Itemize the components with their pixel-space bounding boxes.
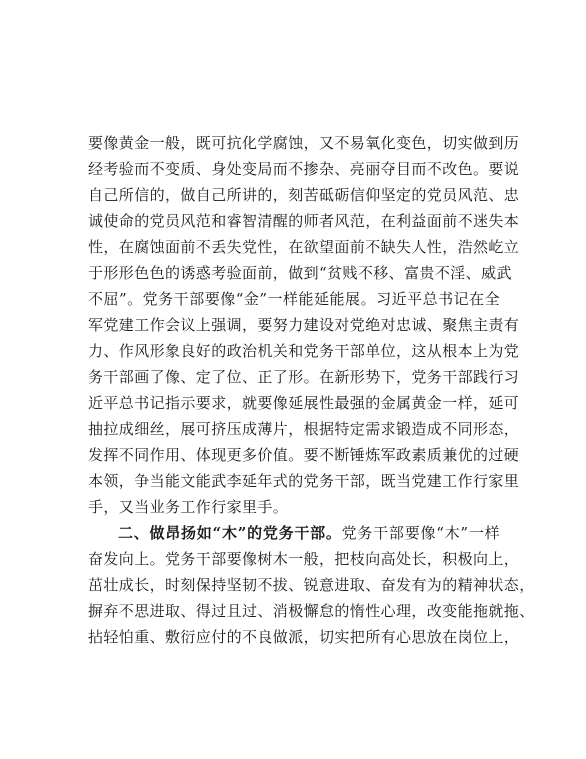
text-line: 军党建工作会议上强调，要努力建设对党绝对忠诚、聚焦主责有 bbox=[88, 316, 520, 334]
text-line: 性，在腐蚀面前不丢失党性，在欲望面前不缺失人性，浩然屹立 bbox=[88, 238, 520, 256]
text-line: 近平总书记指示要求，就要像延展性最强的金属黄金一样，延可 bbox=[88, 394, 520, 412]
text-line: 诚使命的党员风范和睿智清醒的师者风范，在利益面前不迷失本 bbox=[88, 212, 520, 230]
text-line: 务干部画了像、定了位、正了形。在新形势下，党务干部践行习 bbox=[88, 368, 520, 386]
text-line: 手，又当业务工作行家里手。 bbox=[88, 498, 289, 516]
text-line: 发挥不同作用、体现更多价值。要不断锤炼军政素质兼优的过硬 bbox=[88, 446, 520, 464]
text-line: 经考验而不变质、身处变局而不掺杂、亮丽夺目而不改色。要说 bbox=[88, 160, 520, 178]
text-line: 自己所信的，做自己所讲的，刻苦砥砺信仰坚定的党员风范、忠 bbox=[88, 186, 520, 204]
section-heading: 二、做昂扬如“木”的党务干部。 bbox=[118, 524, 342, 542]
text-line: 要像黄金一般，既可抗化学腐蚀，又不易氧化变色，切实做到历 bbox=[88, 134, 520, 152]
section-heading-line bbox=[118, 523, 500, 543]
text-line: 奋发向上。党务干部要像树木一般，把枝向高处长，积极向上， bbox=[88, 550, 520, 568]
text-line: 不屈”。党务干部要像“金”一样能延能展。习近平总书记在全 bbox=[88, 290, 500, 308]
text-line-continuation: 党务干部要像“木”一样 bbox=[341, 524, 500, 542]
text-line: 摒弃不思进取、得过且过、消极懈怠的惰性心理，改变能拖就拖、 bbox=[88, 602, 535, 620]
text-line: 于形形色色的诱惑考验面前，做到“贫贱不移、富贵不淫、威武 bbox=[88, 264, 512, 282]
text-line: 抽拉成细丝，展可挤压成薄片，根据特定需求锻造成不同形态， bbox=[88, 420, 520, 438]
text-line: 本领，争当能文能武李延年式的党务干部，既当党建工作行家里 bbox=[88, 472, 520, 490]
text-line: 茁壮成长，时刻保持坚韧不拔、锐意进取、奋发有为的精神状态， bbox=[88, 576, 535, 594]
text-line: 拈轻怕重、敷衍应付的不良做派，切实把所有心思放在岗位上， bbox=[88, 628, 520, 646]
text-line: 力、作风形象良好的政治机关和党务干部单位，这从根本上为党 bbox=[88, 342, 520, 360]
